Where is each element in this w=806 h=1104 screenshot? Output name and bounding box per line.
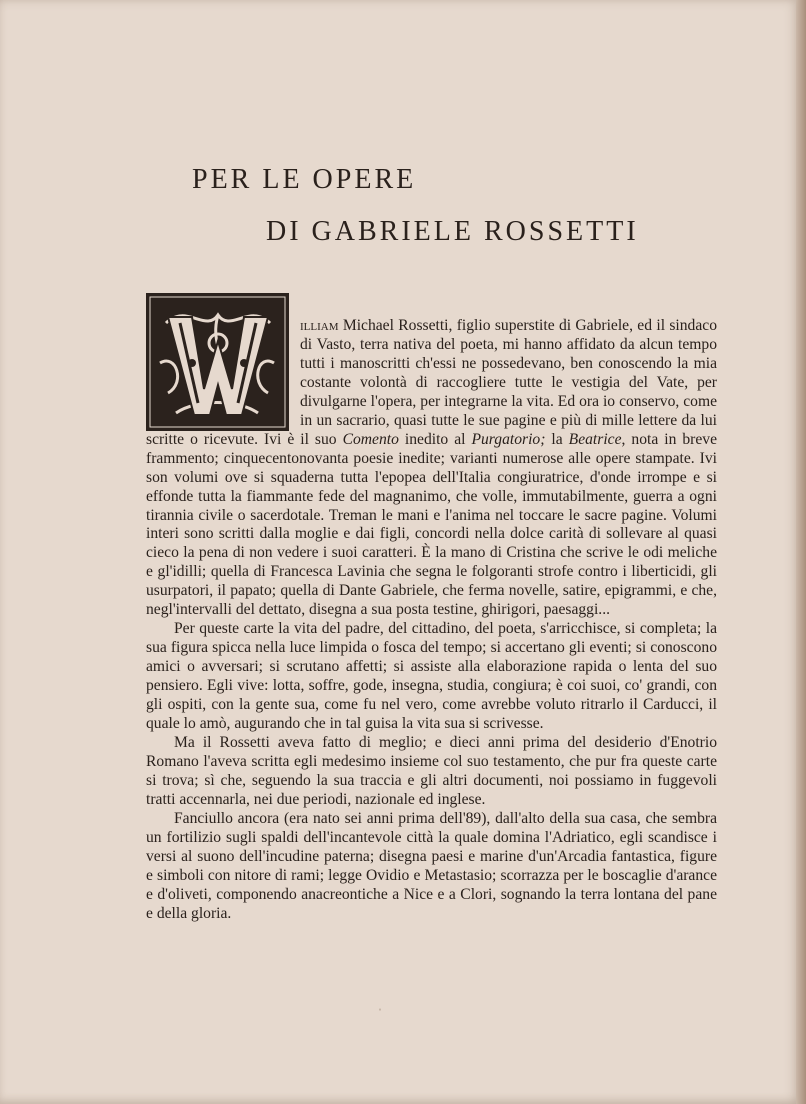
- title-line-1: PER LE OPERE: [192, 164, 417, 195]
- italic-comento: Comento: [342, 430, 399, 448]
- title-line-2: DI GABRIELE ROSSETTI: [266, 216, 639, 247]
- article-body: [146, 317, 717, 924]
- page-edge: [796, 0, 806, 1104]
- paragraph-2: Per queste carte la vita del padre, del cittadino, del poeta, s'arricchisce, si completa; la sua figura spicca nella luce limpida o fosca del tempo; si accertano gli eventi; si conoscono amici o avversari; si scrutano affetti; si assiste alla elaborazione rapida o lenta del suo pensiero. Egli vive: lotta, soffre, gode, insegna, studia, congiura; è coi suoi, co' grandi, con gli ospiti, con la gente sua, come fu nel vero, come avrebbe voluto ritrarlo il Carducci, il quale lo amò, augurando che in tal guisa la vita sua si scrivesse.: [146, 620, 717, 733]
- paragraph-4: Fanciullo ancora (era nato sei anni prima dell'89), dall'alto della sua casa, che sembra un fortilizio sugli spaldi dell'incantevole città la quale domina l'Adriatico, egli scandisce i versi al suono dell'incudine paterna; disegna paesi e marine d'un'Arcadia fantastica, figure e simboli con nitore di rami; legge Ovidio e Metastasio; scorrazza per le boscaglie d'arance e d'oliveti, componendo anacreontiche a Nice e a Clori, sognando la terra lontana del pane e della gloria.: [146, 809, 717, 922]
- signature-mark: ˈ: [378, 1006, 382, 1020]
- paragraph-1-text-b: inedito al: [398, 430, 472, 448]
- dropcap-spacer: [146, 293, 300, 425]
- lead-small-caps: illiam: [300, 317, 339, 334]
- paragraph-1: [146, 317, 717, 620]
- paragraph-1-text-c: la: [545, 430, 569, 448]
- dropcap-continuation: [300, 317, 339, 334]
- paragraph-1-text-a: Michael Rossetti, figlio superstite di Gabriele, ed il sindaco di Vasto, terra nativa del poeta, mi hanno affidato da alcun tempo tutti i manoscritti ch'essi ne possedevano, ben conoscendo la mia costante volontà di raccogliere tutte le vestigia del Vate, per divulgarne l'opera, per integrarne la vita. Ed ora io conservo, come in un sacrario, quasi tutte le sue pagine e più di mille lettere da lui scritte o ricevute. Ivi è il suo: [146, 317, 717, 448]
- paragraph-1-text-d: , nota in breve frammento; cinquecentonovanta poesie inedite; varianti numerose alle opere stampate. Ivi son volumi ove si squaderna tutta l'epopea dell'Italia congiuratrice, d'onde irrompe e si effonde tutta la fiammante fede del magnanimo, che volle, immutabilmente, guerra a ogni tirannia civile o sacerdotale. Treman le mani e l'anima nel toccare le sacre pagine. Volumi interi sono scritti dalla moglie e dai figli, concordi nella dolce carità di sollevare al quasi cieco la pena di non vedere i suoi caratteri. È la mano di Cristina che scrive le odi meliche e gl'idilli; quella di Francesca Lavinia che segna le folgoranti strofe contro i liberticidi, gli usurpatori, il papato; quella di Dante Gabriele, che ferma novelle, satire, epigrammi, e che, negl'intervalli del dettato, disegna a sua posta testine, ghirigori, paesaggi...: [146, 430, 718, 619]
- italic-purgatorio: Purgatorio;: [471, 430, 546, 448]
- paragraph-3: Ma il Rossetti aveva fatto di meglio; e dieci anni prima del desiderio d'Enotrio Romano l'aveva scritta egli medesimo insieme col suo testamento, che pur fra queste carte si trova; sì che, seguendo la sua traccia e gli altri documenti, noi possiamo in fuggevoli tratti accennarla, nei due periodi, nazionale ed inglese.: [146, 733, 717, 808]
- italic-beatrice: Beatrice: [568, 430, 622, 448]
